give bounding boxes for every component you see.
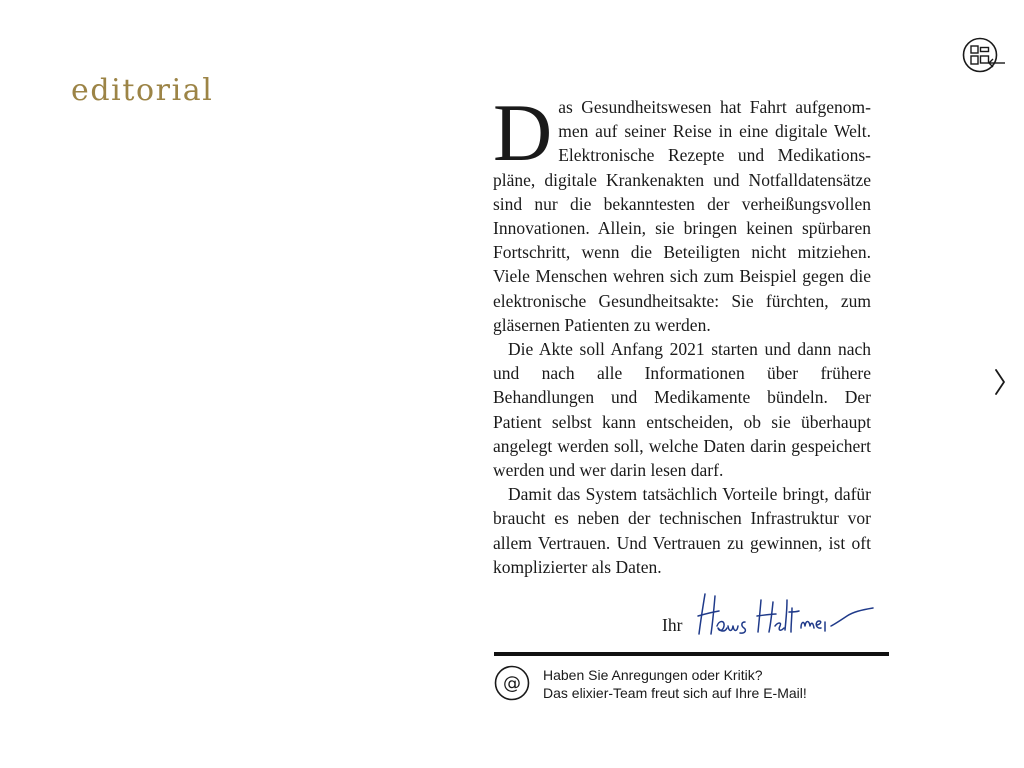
editorial-article <box>493 87 871 579</box>
overview-navigation-icon[interactable] <box>962 36 1006 74</box>
paragraph-1-text: as Gesundheitswesen hat Fahrt aufgenommen auf seiner Reise in eine digitale Welt. Elektronische Rezepte und Medikationspläne, digitale Krankenakten und Notfalldatensätze sind nur die bekanntesten der verheißungsvollen Innovationen. Allein, sie bringen keinen spürbaren Fortschritt, wenn die Beteiligten nicht mitziehen. Viele Menschen wehren sich zum Beispiel gegen die elektronische Gesundheitsakte: Sie fürchten, zum gläsernen Patienten zu werden. <box>493 97 871 335</box>
drop-cap: D <box>493 87 553 178</box>
svg-text:@: @ <box>503 673 521 694</box>
section-title: editorial <box>71 73 214 108</box>
contact-line-2: Das elixier-Team freut sich auf Ihre E-Mail! <box>543 685 807 701</box>
article-paragraph-3: Damit das System tatsächlich Vorteile bringt, dafür braucht es neben der technischen Infrastruktur vor allem Vertrauen. Und Vertrauen zu gewinnen, ist oft komplizierter als Daten. <box>493 484 871 577</box>
divider-rule <box>494 652 889 656</box>
signature-prefix: Ihr <box>662 615 683 635</box>
contact-line-1: Haben Sie Anregungen oder Kritik? <box>543 667 763 683</box>
chevron-right-icon[interactable] <box>992 367 1008 397</box>
contact-text <box>543 666 883 702</box>
article-paragraph-1 <box>493 87 871 337</box>
handwritten-signature <box>695 588 880 640</box>
at-sign-icon[interactable] <box>494 665 530 701</box>
article-paragraph-2: Die Akte soll Anfang 2021 starten und dann nach und nach alle Informationen über frühere Behandlungen und Medikamente bündeln. Der Patient selbst kann entscheiden, ob sie überhaupt angelegt werden soll, welche Daten darin gespeichert werden und wer darin lesen darf. <box>493 339 871 481</box>
